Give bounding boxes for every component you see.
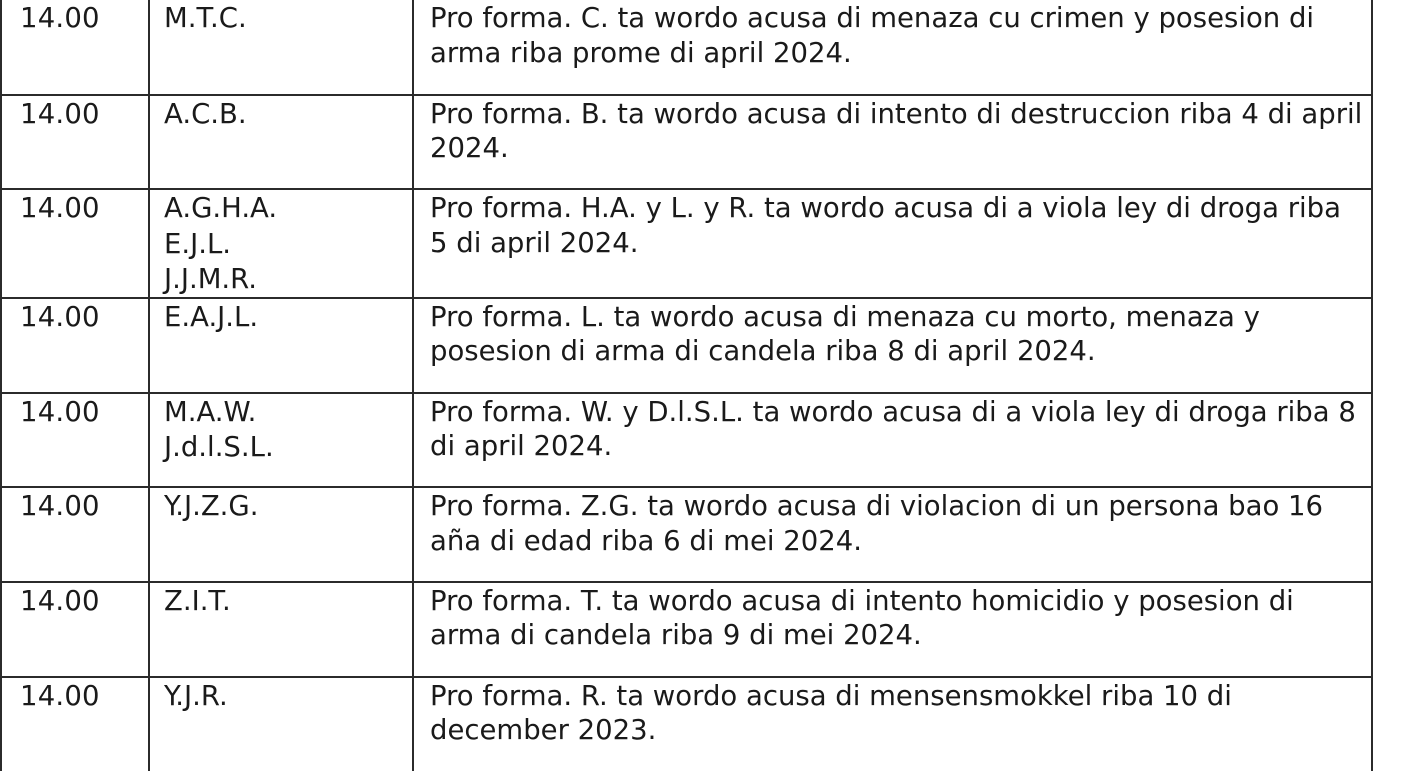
time-cell (1, 677, 149, 772)
table-row (1, 189, 1372, 298)
defendant-initials (164, 1, 412, 36)
description-cell (413, 582, 1372, 677)
defendant-initials (164, 679, 412, 714)
initials-cell (149, 677, 413, 772)
charge-description: Pro forma. C. ta wordo acusa di menaza cu crimen y posesion di arma riba prome di april 2024. (430, 2, 1315, 69)
charge-description: Pro forma. R. ta wordo acusa di mensensmokkel riba 10 di december 2023. (430, 679, 1232, 747)
time-cell (1, 582, 149, 677)
initials-line: Y.J.R. (164, 679, 228, 712)
defendant-initials (164, 191, 412, 297)
hearing-time: 14.00 (20, 97, 100, 130)
initials-line: E.A.J.L. (164, 300, 259, 333)
charge-description: Pro forma. T. ta wordo acusa di intento homicidio y posesion di arma di candela riba 9 di mei 2024. (430, 584, 1294, 652)
table-row (1, 393, 1372, 488)
description-cell (413, 487, 1372, 582)
charge-description: Pro forma. Z.G. ta wordo acusa di violacion di un persona bao 16 aña di edad riba 6 di mei 2024. (430, 490, 1324, 557)
initials-cell (149, 189, 413, 298)
description-cell (413, 298, 1372, 393)
initials-cell (149, 582, 413, 677)
description-cell (413, 393, 1372, 488)
hearing-time: 14.00 (20, 679, 100, 712)
hearing-time: 14.00 (20, 395, 100, 428)
charge-description: Pro forma. B. ta wordo acusa di intento di destruccion riba 4 di april 2024. (430, 97, 1363, 165)
charge-description: Pro forma. W. y D.l.S.L. ta wordo acusa di a viola ley di droga riba 8 di april 2024. (430, 395, 1356, 463)
charge-description: Pro forma. L. ta wordo acusa di menaza cu morto, menaza y posesion di arma di candela riba 8 di april 2024. (430, 300, 1260, 368)
hearing-time: 14.00 (20, 2, 100, 34)
table-row (1, 298, 1372, 393)
schedule-body (1, 0, 1372, 771)
initials-cell (149, 487, 413, 582)
defendant-initials (164, 395, 412, 465)
time-cell (1, 0, 149, 95)
hearing-time: 14.00 (20, 490, 100, 523)
defendant-initials (164, 584, 412, 619)
table-row (1, 677, 1372, 772)
initials-line: Y.J.Z.G. (164, 490, 259, 523)
initials-cell (149, 393, 413, 488)
description-cell (413, 0, 1372, 95)
initials-line: E.J.L. (164, 227, 232, 260)
table-row (1, 95, 1372, 190)
defendant-initials (164, 300, 412, 335)
hearing-time: 14.00 (20, 300, 100, 333)
initials-line: J.d.l.S.L. (164, 431, 274, 464)
initials-line: A.G.H.A. (164, 192, 278, 225)
description-cell (413, 95, 1372, 190)
defendant-initials (164, 97, 412, 132)
hearing-time: 14.00 (20, 192, 100, 225)
description-cell (413, 189, 1372, 298)
hearing-time: 14.00 (20, 584, 100, 617)
time-cell (1, 189, 149, 298)
time-cell (1, 95, 149, 190)
initials-line: Z.I.T. (164, 584, 231, 617)
charge-description: Pro forma. H.A. y L. y R. ta wordo acusa di a viola ley di droga riba 5 di april 2024. (430, 192, 1341, 259)
initials-cell (149, 298, 413, 393)
description-cell (413, 677, 1372, 772)
initials-line: M.T.C. (164, 2, 247, 34)
initials-cell (149, 0, 413, 95)
table-row (1, 0, 1372, 95)
time-cell (1, 487, 149, 582)
time-cell (1, 393, 149, 488)
defendant-initials (164, 489, 412, 524)
initials-cell (149, 95, 413, 190)
initials-line: M.A.W. (164, 395, 257, 428)
table-row (1, 487, 1372, 582)
initials-line: A.C.B. (164, 97, 247, 130)
initials-line: J.J.M.R. (164, 263, 258, 296)
time-cell (1, 298, 149, 393)
table-row (1, 582, 1372, 677)
